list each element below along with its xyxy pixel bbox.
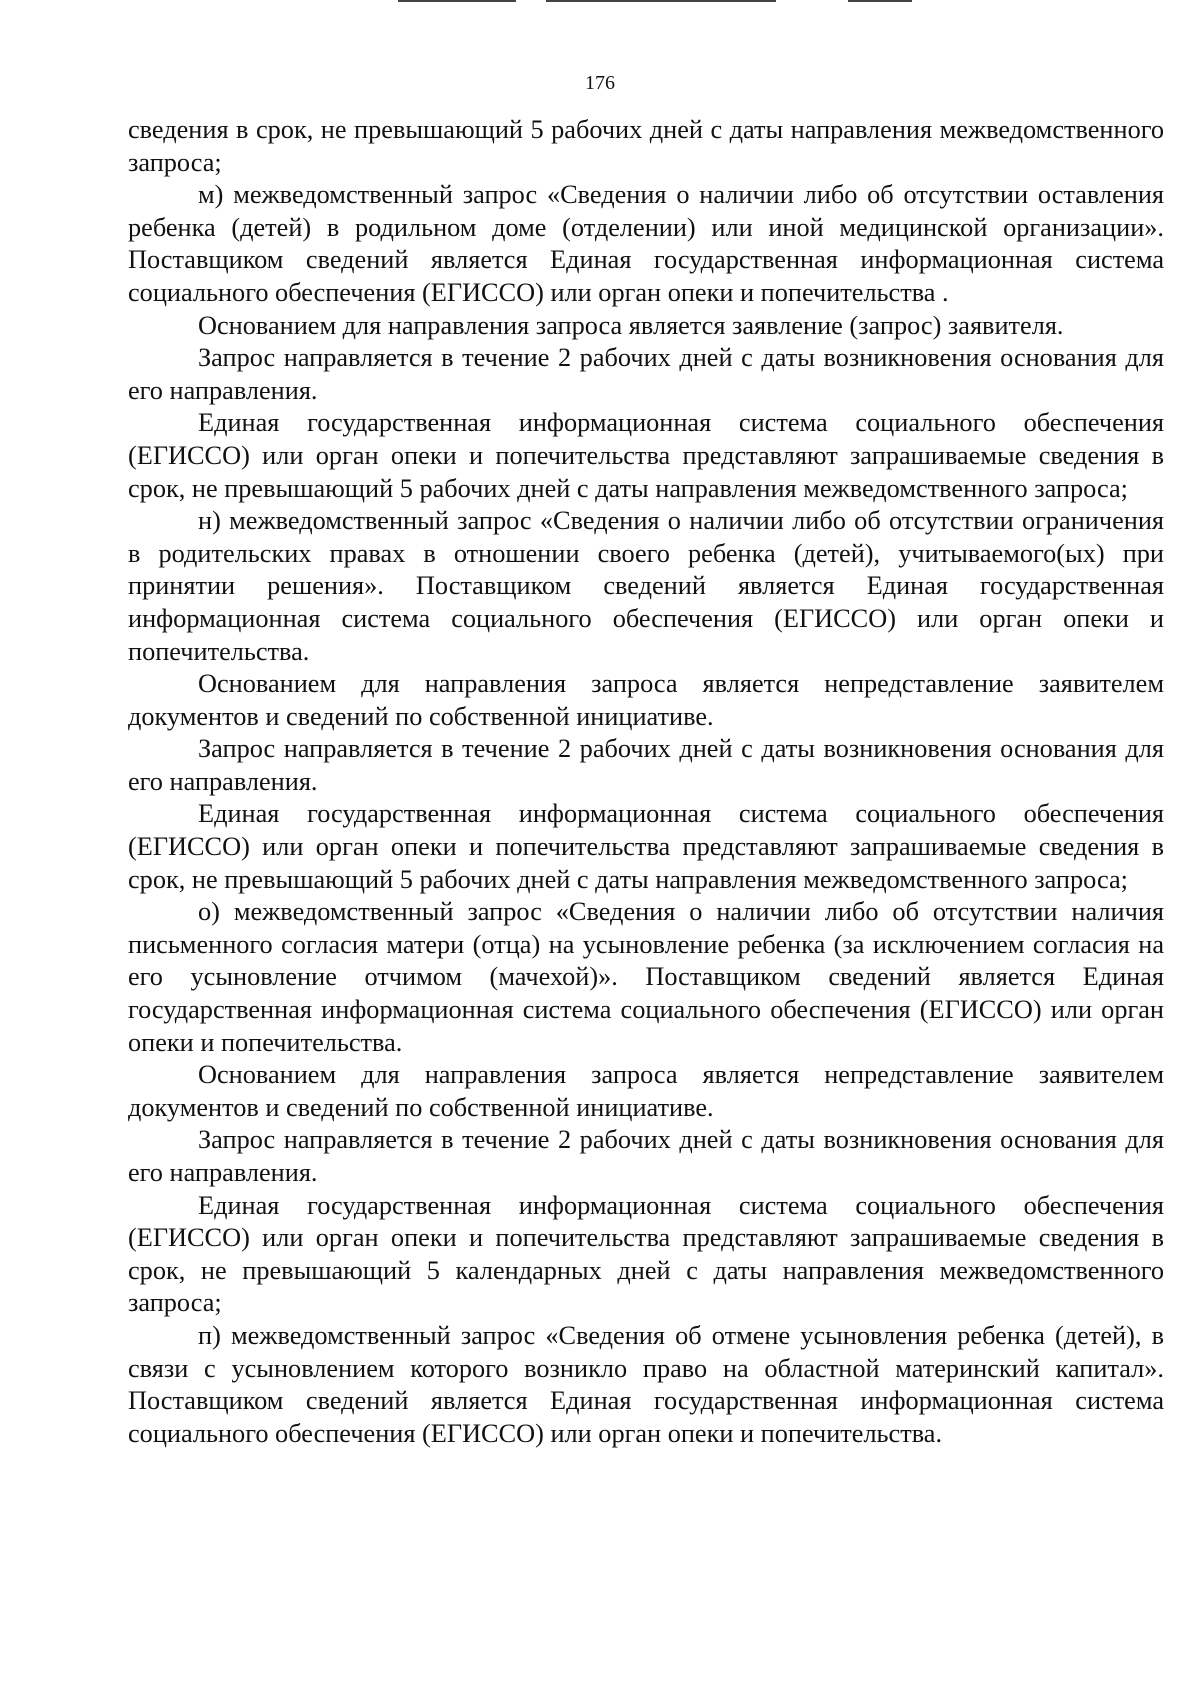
scan-artifact-line xyxy=(546,0,776,2)
paragraph-response: Единая государственная информационная система социального обеспечения (ЕГИССО) или орган опеки и попечительства представляют запрашиваемые сведения в срок, не превышающий 5 календарных дней с даты направления межведомственного запроса; xyxy=(128,1190,1164,1318)
paragraph-deadline: Запрос направляется в течение 2 рабочих дней с даты возникновения основания для его направления. xyxy=(128,343,1164,405)
page-number: 176 xyxy=(585,72,615,94)
paragraph-item-n: н) межведомственный запрос «Сведения о наличии либо об отсутствии ограничения в родительских правах в отношении своего ребенка (детей), учитываемого(ых) при принятии решения». Поставщиком сведений является Единая государственная информационная система социального обеспечения (ЕГИССО) или орган опеки и попечительства. xyxy=(128,506,1164,666)
document-body xyxy=(128,114,1164,1450)
paragraph-response: Единая государственная информационная система социального обеспечения (ЕГИССО) или орган опеки и попечительства представляют запрашиваемые сведения в срок, не превышающий 5 рабочих дней с даты направления межведомственного запроса; xyxy=(128,408,1164,503)
scan-artifact-line xyxy=(398,0,516,2)
paragraph-item-o: о) межведомственный запрос «Сведения о наличии либо об отсутствии наличия письменного согласия матери (отца) на усыновление ребенка (за исключением согласия на его усыновление отчимом (мачехой)». Поставщиком сведений является Единая государственная информационная система социального обеспечения (ЕГИССО) или орган опеки и попечительства. xyxy=(128,897,1164,1057)
paragraph-item-p: п) межведомственный запрос «Сведения об отмене усыновления ребенка (детей), в связи с усыновлением которого возникло право на областной материнский капитал». Поставщиком сведений является Единая государственная информационная система социального обеспечения (ЕГИССО) или орган опеки и попечительства. xyxy=(128,1320,1164,1448)
paragraph-item-m: м) межведомственный запрос «Сведения о наличии либо об отсутствии оставления ребенка (детей) в родильном доме (отделении) или иной медицинской организации». Поставщиком сведений является Единая государственная информационная система социального обеспечения (ЕГИССО) или орган опеки и попечительства . xyxy=(128,180,1164,307)
scan-artifact-line xyxy=(848,0,912,2)
paragraph-basis: Основанием для направления запроса является непредставление заявителем документов и сведений по собственной инициативе. xyxy=(128,669,1164,731)
paragraph-deadline: Запрос направляется в течение 2 рабочих дней с даты возникновения основания для его направления. xyxy=(128,734,1164,796)
paragraph-response: Единая государственная информационная система социального обеспечения (ЕГИССО) или орган опеки и попечительства представляют запрашиваемые сведения в срок, не превышающий 5 рабочих дней с даты направления межведомственного запроса; xyxy=(128,799,1164,894)
paragraph-continuation: сведения в срок, не превышающий 5 рабочих дней с даты направления межведомственного запроса; xyxy=(128,115,1164,177)
paragraph-basis: Основанием для направления запроса является заявление (запрос) заявителя. xyxy=(198,310,1064,340)
paragraph-deadline: Запрос направляется в течение 2 рабочих дней с даты возникновения основания для его направления. xyxy=(128,1125,1164,1187)
paragraph-basis: Основанием для направления запроса является непредставление заявителем документов и сведений по собственной инициативе. xyxy=(128,1060,1164,1122)
